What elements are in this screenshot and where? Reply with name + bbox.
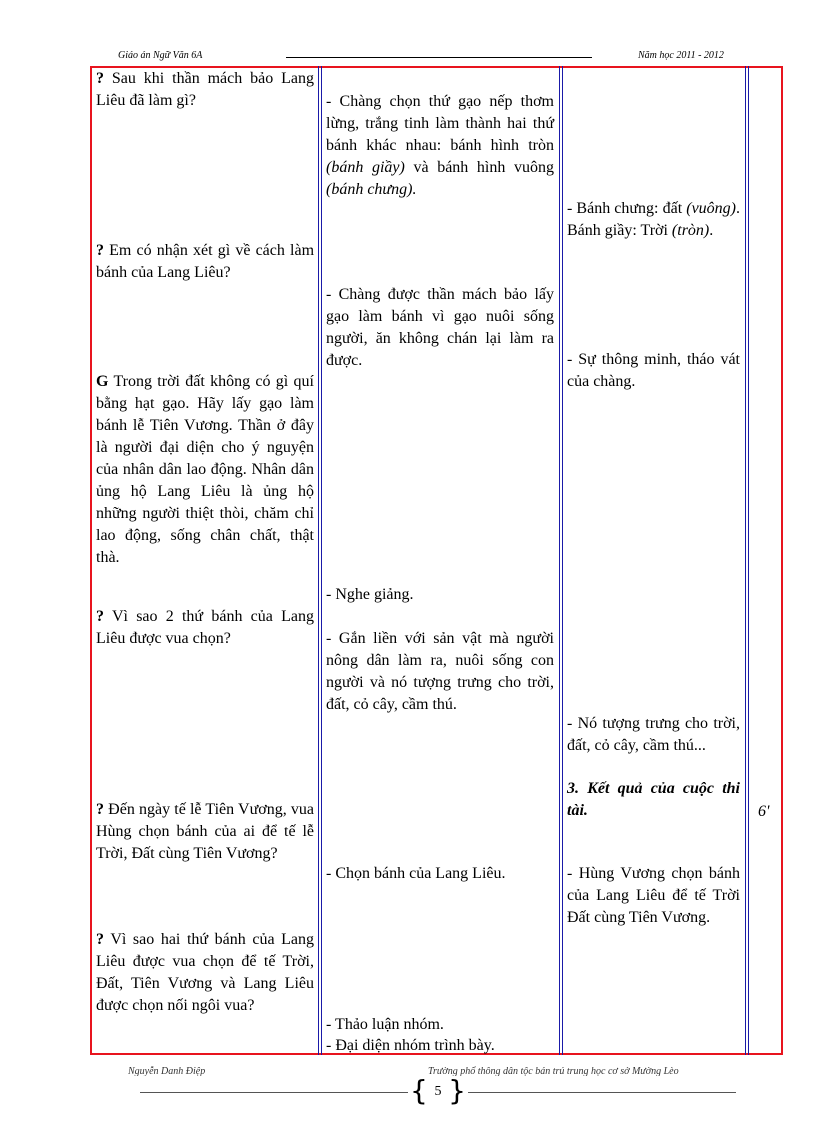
question-2: ? Em có nhận xét gì về cách làm bánh của Lang Liêu? [96,242,315,281]
header-left: Giáo án Ngữ Văn 6A [118,50,203,61]
answer-4: - Gắn liền với sản vật mà người nông dân làm ra, nuôi sống con người và nó tượng trưng cho trời, đất, cỏ cây, cầm thú. [326,630,554,713]
column-divider [748,66,749,1055]
note-1: - Bánh chưng: đất (vuông). Bánh giầy: Trời (tròn). [567,200,740,239]
note-3: - Nó tượng trưng cho trời, đất, cỏ cây, cầm thú... [567,715,740,754]
header-right: Năm học 2011 - 2012 [638,50,724,61]
answer-3: - Nghe giảng. [326,586,414,603]
answer-6a: - Thảo luận nhóm. [326,1016,444,1033]
teacher-explanation: G Trong trời đất không có gì quí bằng hạt gạo. Hãy lấy gạo làm bánh lễ Tiên Vương. Thần ở đây là người đại diện cho ý nguyện của nhân dân lao động. Nhân dân ủng hộ Lang Liêu là ủng hộ những người thiệt thòi, chăm chỉ lao động, sống chân chất, thật thà. [96,373,314,566]
column-divider [321,66,322,1055]
left-brace-icon: { [410,1074,428,1107]
note-2: - Sự thông minh, tháo vát của chàng. [567,351,740,390]
footer-rule-left [140,1092,408,1093]
time-value: 6' [758,803,770,820]
right-brace-icon: } [448,1074,466,1107]
question-4: ? Đến ngày tế lễ Tiên Vương, vua Hùng chọn bánh của ai để tế lễ Trời, Đất cùng Tiên Vương? [96,801,314,862]
note-5: - Hùng Vương chọn bánh của Lang Liêu để tế Trời Đất cùng Tiên Vương. [567,865,740,926]
answer-2: - Chàng được thần mách bảo lấy gạo làm bánh vì gạo nuôi sống người, ăn không chán lại làm ra được. [326,286,554,369]
header-divider [286,57,592,58]
page-number-box [410,1074,466,1108]
column-divider [318,66,319,1055]
footer-school: Trường phổ thông dân tộc bán trú trung học cơ sở Mường Lèo [428,1066,679,1076]
answer-5: - Chọn bánh của Lang Liêu. [326,865,506,882]
question-1: ? Sau khi thần mách bảo Lang Liêu đã làm gì? [96,70,315,109]
footer-author: Nguyễn Danh Điệp [128,1066,206,1076]
page-number: 5 [434,1084,442,1099]
column-divider [562,66,563,1055]
question-5: ? Vì sao hai thứ bánh của Lang Liêu được vua chọn để tế Trời, Đất, Tiên Vương và Lang Liêu được chọn nối ngôi vua? [96,931,315,1014]
column-divider [559,66,560,1055]
answer-1: - Chàng chọn thứ gạo nếp thơm lừng, trắng tinh làm thành hai thứ bánh khác nhau: bánh hình tròn (bánh giầy) và bánh hình vuông (bánh chưng). [326,93,555,198]
section-heading: 3. Kết quả của cuộc thi tài. [567,780,740,819]
footer-rule-right [468,1092,736,1093]
question-3: ? Vì sao 2 thứ bánh của Lang Liêu được vua chọn? [96,608,314,647]
column-divider [745,66,746,1055]
answer-6b: - Đại diện nhóm trình bày. [326,1037,495,1054]
